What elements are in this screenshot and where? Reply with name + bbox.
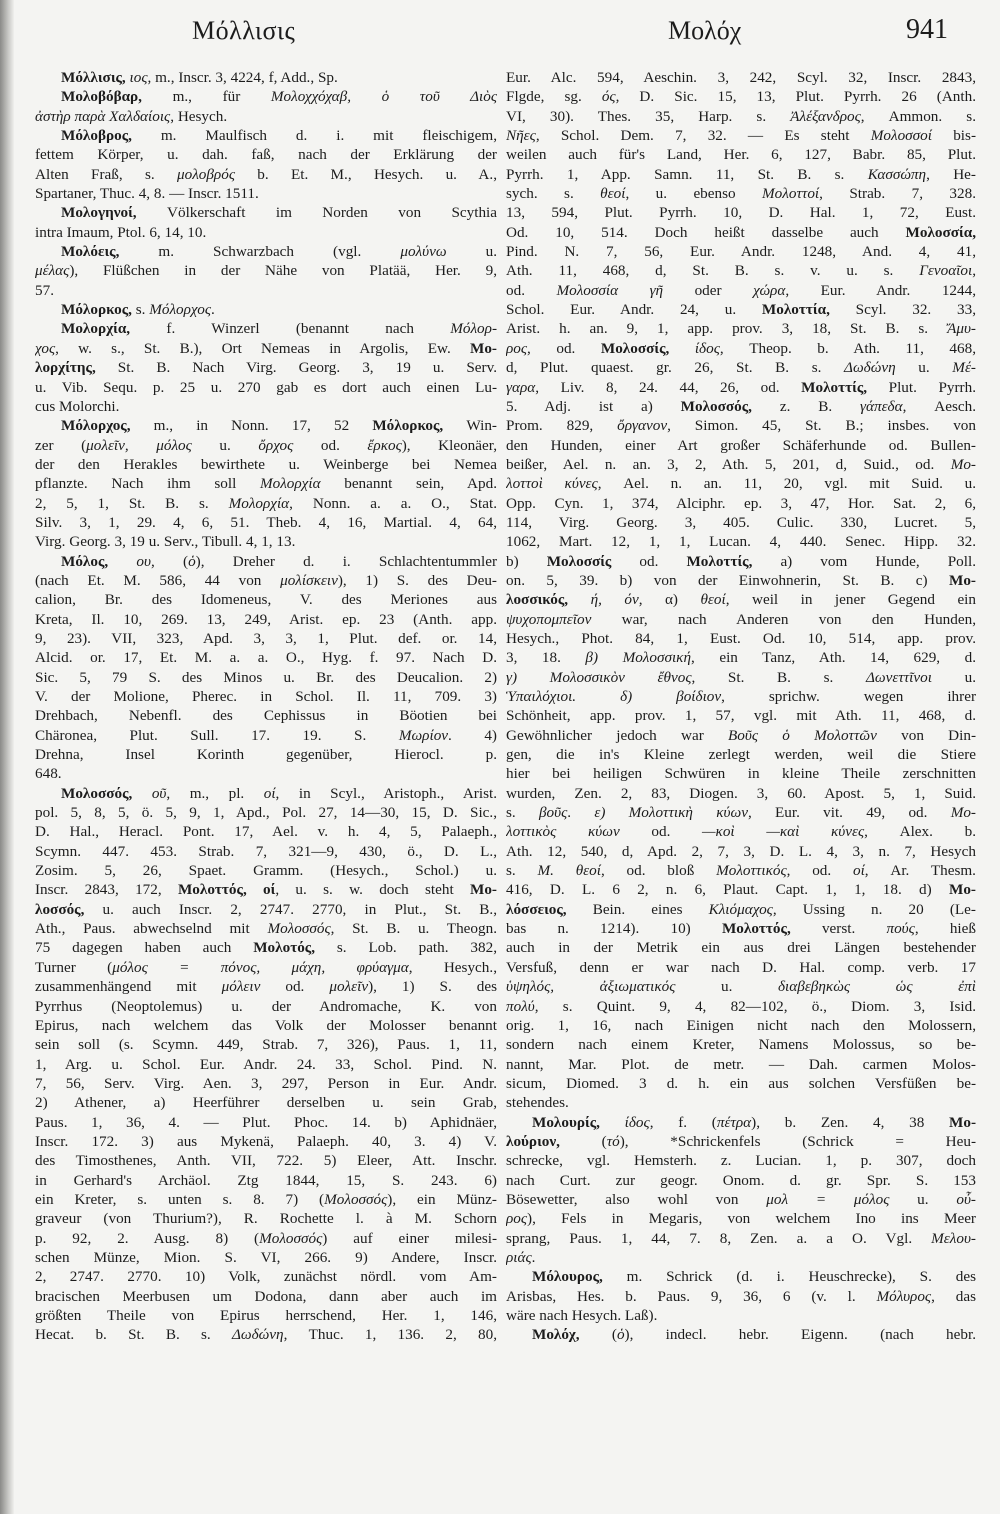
headword: λούριον,	[506, 1132, 560, 1150]
headword: λοσσικός,	[506, 591, 569, 609]
headword: Μολόεις,	[61, 243, 120, 261]
text-line: intra Imaum, Ptol. 6, 14, 10.	[35, 223, 207, 241]
text-line: Versfuß, denn er war nach D. Hal. comp. verb. 17	[506, 958, 976, 976]
text-line: ρος), Fels in Megaris, von welchem Ino ins Meer	[506, 1210, 976, 1228]
text-line: 416, D. L. 6 2, n. 6, Plaut. Capt. 1, 1, 18. d) Μο-	[506, 881, 976, 899]
greek-or-italic-term: μολύνω	[400, 243, 447, 261]
text-line: Turner (μόλος = πόνος, μάχη, φρύαγμα, Hesych.,	[35, 958, 497, 976]
right-column	[506, 68, 976, 1345]
greek-or-italic-term: ὁ	[188, 552, 196, 570]
text-line: zusammenhängend mit μόλειν od. μολεῖν), 1) S. des	[35, 978, 497, 996]
greek-or-italic-term: Μόλορχος	[149, 301, 212, 319]
text-line: p. 92, 2. Ausg. 8) (Μολοσσός) auf einer milesi-	[35, 1229, 497, 1247]
greek-or-italic-term: γάπεδα	[860, 397, 903, 415]
text-line: Eur. Alc. 594, Aeschin. 3, 242, Scyl. 32, Inscr. 2843,	[506, 69, 976, 86]
left-column	[35, 68, 497, 1345]
greek-or-italic-term: ρος	[506, 1210, 528, 1228]
text-line: V. der Molione, Pherec. in Schol. Il. 11, 709. 3)	[35, 688, 497, 705]
greek-or-italic-term: χώρα	[753, 281, 786, 299]
text-line: Pyrrh. 1, App. Samn. 11, St. B. s. Κασσώπη, He-	[506, 165, 976, 183]
greek-or-italic-term: μολοβρός	[176, 165, 235, 183]
text-line: Νῆες, Schol. Dem. 7, 32. — Es steht Μολοσσοί bis-	[506, 127, 976, 145]
text-line: des Timosthenes, Anth. VII, 722. 5) Eleer, Att. Inschr.	[35, 1152, 497, 1170]
headword: Μόλορκος,	[372, 417, 444, 435]
text-line: 114, Virg. Georg. 3, 405. Culic. 330, Lucret. 5,	[506, 513, 976, 531]
text-line: (nach Et. M. 586, 44 von μολίσκειν), 1) S. des Deu-	[35, 571, 497, 589]
text-line: 2) Athener, a) Heerführer derselben u. sein Grab,	[35, 1094, 497, 1112]
greek-or-italic-term: Ἀλέξανδρος	[790, 107, 861, 125]
text-line: d, Plut. quaest. gr. 26, St. B. s. Δωδώνη u. Μέ-	[506, 359, 976, 377]
text-line: Μολογηνοί, Völkerschaft im Norden von Scythia	[61, 204, 497, 222]
greek-or-italic-term: Ἄμυ-	[947, 320, 976, 338]
text-line: Μόλος, ου, (ὁ), Dreher d. i. Schlachtentummler	[61, 552, 497, 570]
text-line: größten Theile von Epirus herrschend, Her. 1, 146,	[35, 1307, 497, 1324]
text-line: pol. 5, 8, 5, ö. 5, 9, 1, Apd., Pol. 27, 14—30, 15, D. Sic.,	[35, 804, 497, 822]
text-line: Silv. 3, 1, 29. 4, 6, 51. Theb. 4, 16, Martial. 4, 64,	[35, 513, 497, 531]
greek-or-italic-term: Μολοσσός	[259, 1229, 323, 1247]
greek-or-italic-term: μέλας	[35, 262, 70, 280]
text-line: Μόλοβρος, m. Maulfisch d. i. mit fleischigem,	[61, 127, 497, 145]
text-line: od. Μολοσσία γῆ oder χώρα, Eur. Andr. 1244,	[506, 281, 976, 299]
text-line: Μόλορχος, m., in Nonn. 17, 52 Μόλορκος, Win-	[61, 417, 497, 435]
greek-or-italic-term: Μολοσσία γῆ	[556, 281, 664, 299]
text-line: 9, 23). VII, 323, Apd. 3, 3, 1, Plut. def. or. 14,	[35, 629, 497, 647]
text-line: der den Herakles bewirthete u. Weinberge bei Nemea	[35, 455, 497, 473]
greek-or-italic-term: Μολοττικός	[716, 862, 787, 880]
text-line: ἀστὴρ παρὰ Χαλδαίοις, Hesych.	[35, 107, 228, 125]
greek-or-italic-term: Μελου-	[931, 1229, 976, 1247]
greek-or-italic-term: Δωδώνη	[844, 359, 896, 377]
greek-or-italic-term: πούς	[886, 920, 915, 938]
text-line: fettem Körper, u. dah. faß, nach der Erklärung der	[35, 146, 497, 164]
text-line: Spartaner, Thuc. 4, 8. — Inscr. 1511.	[35, 185, 259, 203]
greek-or-italic-term: πολύ	[506, 997, 535, 1015]
text-line: graveur (von Thurium?), R. Rochette l. à M. Schorn	[35, 1210, 497, 1228]
text-line: Ath. 11, 468, d, St. B. s. v. u. s. Γενοαῖοι,	[506, 262, 976, 280]
headword: Μόλορχος,	[61, 417, 131, 435]
text-line: Schol. Eur. Andr. 24, u. Μολοττία, Scyl. 32. 33,	[506, 301, 976, 319]
text-line: 2, 5, 1, St. B. s. Μολορχία, Nonn. a. a. O., Stat.	[35, 494, 497, 512]
text-line: ὑψηλός, ἀξιωματικός u. διαβεβηκὼς ὡς ἐπὶ	[506, 978, 976, 996]
greek-or-italic-term: θεοί	[600, 185, 626, 203]
greek-or-italic-term: οὖ-	[956, 1190, 976, 1208]
text-line: 648.	[35, 765, 62, 783]
greek-or-italic-term: τό	[606, 1132, 620, 1150]
text-line: in Gerhard's Archäol. Ztg 1844, 15, S. 243. 6)	[35, 1171, 497, 1189]
greek-or-italic-term: βοῦς	[538, 804, 568, 822]
right-running-headword: Μολόχ	[668, 16, 742, 45]
text-line: Arist. h. an. 9, 1, app. prov. 3, 18, St. B. s. Ἄμυ-	[506, 320, 976, 338]
greek-or-italic-term: ἀστὴρ παρὰ Χαλδαίοις	[35, 107, 171, 125]
headword: λορχίτης,	[35, 359, 96, 377]
text-line: Pind. N. 7, 56, Eur. Andr. 1248, And. 4, 41,	[506, 243, 976, 261]
text-line: Bösewetter, also wohl von μολ = μόλος u. οὖ-	[506, 1190, 976, 1208]
text-line: s. M. θεοί, od. bloß Μολοττικός, od. οί, Ar. Thesm.	[506, 862, 976, 880]
greek-or-italic-term: χος	[35, 339, 56, 357]
greek-or-italic-term: Μολοσσός	[324, 1190, 388, 1208]
greek-or-italic-term: ός	[601, 88, 616, 106]
greek-or-italic-term: Μολορχία	[259, 475, 321, 493]
greek-or-italic-term: Μο-	[950, 455, 976, 473]
greek-or-italic-term: Γενοαῖοι	[919, 262, 973, 280]
text-line: u. Vib. Sequ. p. 25 u. 270 gab es dort auch einen Lu-	[35, 378, 497, 396]
text-line: Μόλορκος, s. Μόλορχος.	[61, 301, 215, 319]
text-line: Μολόχ, (ὁ), indecl. hebr. Eigenn. (nach hebr.	[532, 1326, 976, 1344]
text-line: Alcid. or. 17, Et. M. a. a. O., Hyg. f. 97. Nach D.	[35, 649, 497, 667]
text-line: sprang, Paus. 1, 44, 7. 8, Zen. a. a O. Vgl. Μελου-	[506, 1229, 976, 1247]
headword: Μολόχ,	[532, 1326, 580, 1344]
greek-or-italic-term: μολεῖν	[329, 978, 369, 996]
greek-or-italic-term: ὑψηλός, ἀξιωματικός	[506, 978, 676, 996]
text-line: Gewöhnlicher jedoch war Βοῦς ὁ Μολοττῶν von Din-	[506, 726, 976, 744]
text-line: Virg. Georg. 3, 19 u. Serv., Tibull. 4, 1, 13.	[35, 533, 296, 551]
text-line: Epirus, nach welchem das Volk der Molosser benannt	[35, 1016, 497, 1034]
text-line: orig. 1, 16, nach Einigen nicht nach den Molossern,	[506, 1016, 976, 1034]
text-line: VI, 30). Thes. 35, Harp. s. Ἀλέξανδρος, Ammon. s.	[506, 107, 976, 125]
text-line: μέλας), Flüßchen in der Nähe von Platää, Her. 9,	[35, 262, 497, 280]
headword: Μολοσσίς	[546, 552, 612, 570]
greek-or-italic-term: Μολοττοί	[762, 185, 820, 203]
text-line: Od. 10, 514. Doch heißt dasselbe auch Μολοσσία,	[506, 223, 976, 241]
greek-or-italic-term: γαρα	[506, 378, 536, 396]
greek-or-italic-term: λοττικὸς κύων	[506, 823, 620, 841]
headword: Μο-	[470, 881, 497, 899]
text-line: Arisbas, Hes. b. Paus. 9, 36, 6 (v. l. Μόλυρος, das	[506, 1287, 976, 1305]
greek-or-italic-term: ου	[136, 552, 151, 570]
greek-or-italic-term: πέτρα	[716, 1113, 752, 1131]
text-line: schrecke, vgl. Hemsterh. z. Lucian. 1, p. 307, doch	[506, 1152, 976, 1170]
text-line: ριάς.	[506, 1248, 536, 1266]
text-line: 2, 2747. 2770. 10) Volk, zunächst nördl. vom Am-	[35, 1268, 497, 1286]
headword: Μόλουρος,	[532, 1268, 603, 1286]
greek-or-italic-term: ὁ	[616, 1326, 625, 1344]
text-line: 1062, Mart. 12, 1, 1, Lucan. 4, 440. Senec. Hipp. 32.	[506, 533, 976, 551]
text-line: ein Kreter, s. unten s. 8. 7) (Μολοσσός), ein Münz-	[35, 1190, 497, 1208]
text-line: 3, 18. β) Μολοσσική, ein Tanz, Ath. 14, 629, d.	[506, 649, 976, 667]
text-line: Μολοσσός, οῦ, m., pl. οί, in Scyl., Aristoph., Arist.	[61, 784, 497, 802]
text-line: calion, Br. des Idomeneus, V. des Meriones aus	[35, 591, 497, 609]
greek-or-italic-term: μολίσκειν	[280, 571, 338, 589]
text-line: Inscr. 172. 3) aus Mykenä, Palaeph. 40, 3. 4) V.	[35, 1132, 497, 1150]
page-number: 941	[906, 14, 948, 45]
greek-or-italic-term: μόλειν	[221, 978, 261, 996]
greek-or-italic-term: ψυχοπομπεῖον	[506, 610, 592, 628]
greek-or-italic-term: Δωνεττῖνοι	[865, 668, 932, 686]
text-line: D. Hal., Heracl. Pont. 17, Ael. v. h. 4, 5, Palaeph.,	[35, 823, 497, 841]
left-running-headword: Μόλλισις	[192, 16, 296, 45]
text-line: Chäronea, Plut. Sull. 17. 19. S. Μωρίον. 4)	[35, 726, 497, 744]
text-line: auch in der Metrik ein aus drei Längen bestehender	[506, 939, 976, 957]
headword: Μο-	[949, 881, 976, 899]
text-line: Kreta, Il. 10, 269. 13, 249, Arist. ep. 23 (Anth. app.	[35, 610, 497, 628]
text-line: sondern nach einem Kreter, Namens Molossus, so be-	[506, 1036, 976, 1054]
text-line: s. βοῦς. ε) Μολοττικὴ κύων, Eur. vit. 49, od. Μο-	[506, 804, 976, 822]
greek-or-italic-term: Μωρίον	[398, 726, 449, 744]
text-line: 5. Adj. ist a) Μολοσσός, z. B. γάπεδα, Aesch.	[506, 397, 976, 415]
text-line: πολύ, s. Quint. 9, 4, 82—102, ö., Diom. 3, Isid.	[506, 997, 976, 1015]
text-line: nach Curt. zur geogr. Onom. d. gr. Spr. S. 153	[506, 1171, 976, 1189]
headword: Μολοττία,	[761, 301, 830, 319]
text-line: Sic. 5, 79 S. des Minos u. Br. des Deucalion. 2)	[35, 668, 497, 686]
text-line: Ath., Paus. abwechselnd mit Μολοσσός, St. B. u. Theogn.	[35, 920, 497, 938]
greek-or-italic-term: γ) Μολοσσικὸν ἔθνος	[506, 668, 692, 686]
text-line: Μόλλισις, ιος, m., Inscr. 3, 4224, f, Add., Sp.	[61, 69, 338, 86]
headword: Μολορχία,	[61, 320, 131, 338]
text-line: λοττοὶ κύνες, Ael. n. an. 11, 20, vgl. mit Suid. u.	[506, 475, 976, 493]
page-header	[0, 14, 1000, 54]
text-line: weilen auch für's Land, Her. 6, 127, Babr. 85, Plut.	[506, 146, 976, 164]
greek-or-italic-term: διαβεβηκὼς ὡς ἐπὶ	[778, 978, 976, 996]
text-line: schen Münze, Mion. S. VI, 266. 9) Andere, Inscr.	[35, 1248, 497, 1266]
greek-or-italic-term: ή, όν	[590, 591, 639, 609]
greek-or-italic-term: β) Μολοσσική	[585, 649, 692, 667]
greek-or-italic-term: οῦ	[151, 784, 167, 802]
greek-or-italic-term: Μέ-	[952, 359, 976, 377]
text-line: Μολόεις, m. Schwarzbach (vgl. μολύνω u.	[61, 243, 497, 261]
text-line: Hesych., Phot. 84, 1, Eust. Od. 10, 514, app. prov.	[506, 629, 976, 647]
text-line: Prom. 829, ὄργανον, Simon. 45, St. B.; insbes. von	[506, 417, 976, 435]
text-line: 7, 56, Serv. Virg. Aen. 3, 297, Person in Eur. Andr.	[35, 1074, 497, 1092]
text-line: 75 dagegen haben auch Μολοτός, s. Lob. path. 382,	[35, 939, 497, 957]
headword: Μολοττίς,	[801, 378, 868, 396]
greek-or-italic-term: ιος	[129, 69, 148, 86]
text-line: den Hunden, einer Art großer Schäferhunde od. Bullen-	[506, 436, 976, 454]
greek-or-italic-term: θεοί	[700, 591, 726, 609]
text-line: Μόλουρος, m. Schrick (d. i. Heuschrecke), S. des	[532, 1268, 976, 1286]
text-line: bas n. 1214). 10) Μολοττός, verst. πούς, hieß	[506, 920, 976, 938]
greek-or-italic-term: ὄργανον	[617, 417, 668, 435]
text-line: Schönheit, app. prov. 1, 57, vgl. mit Ath. 11, 468, d.	[506, 707, 976, 725]
headword: Μο-	[949, 571, 976, 589]
headword: Μολοσσίς,	[600, 339, 670, 357]
headword: Μόλοβρος,	[61, 127, 132, 145]
headword: Μολοσσός,	[61, 784, 133, 802]
greek-or-italic-term: ρος	[506, 339, 528, 357]
text-line: ψυχοπομπεῖον war, nach Anderen von den Hunden,	[506, 610, 976, 628]
greek-or-italic-term: Δωδώνη	[231, 1326, 284, 1344]
text-line: Pyrrhus (Neoptolemus) u. der Andromache, K. von	[35, 997, 497, 1015]
text-line: Μολουρίς, ίδος, f. (πέτρα), b. Zen. 4, 38 Μο-	[532, 1113, 976, 1131]
text-line: sein soll (s. Scymn. 449, Strab. 7, 326), Paus. 1, 11,	[35, 1036, 497, 1054]
text-line: sicum, Diomed. 3 d. h. ein aus solchen Versfüßen be-	[506, 1074, 976, 1092]
text-line: γαρα, Liv. 8, 24. 44, 26, od. Μολοττίς, Plut. Pyrrh.	[506, 378, 976, 396]
text-line: λοσσικός, ή, όν, α) θεοί, weil in jener Gegend ein	[506, 591, 976, 609]
greek-or-italic-term: Μόλυρος	[876, 1287, 932, 1305]
greek-or-italic-term: Μόλορ-	[450, 320, 497, 338]
greek-or-italic-term: Κλιόμαχος	[708, 900, 773, 918]
text-line: Μολορχία, f. Winzerl (benannt nach Μόλορ-	[61, 320, 497, 338]
text-line: pflanzte. Nach ihm soll Μολορχία benannt sein, Apd.	[35, 475, 497, 493]
greek-or-italic-term: ίδος	[624, 1113, 650, 1131]
greek-or-italic-term: Νῆες	[506, 127, 536, 145]
text-line: γ) Μολοσσικὸν ἔθνος, St. B. s. Δωνεττῖνοι u.	[506, 668, 976, 686]
text-line: cus Molorchi.	[35, 397, 120, 415]
text-line: beißer, Ael. n. an. 3, 2, Ath. 5, 201, d, Suid., od. Μο-	[506, 455, 976, 473]
greek-or-italic-term: ἔρκος	[367, 436, 402, 454]
headword: Μολοττίς,	[686, 552, 753, 570]
text-line: Opp. Cyn. 1, 374, Alciphr. ep. 3, 47, Hor. Sat. 2, 6,	[506, 494, 976, 512]
text-line: 13, 594, Plut. Pyrrh. 10, D. Hal. 1, 72, Eust.	[506, 204, 976, 222]
text-line: Ath. 12, 540, d, Apd. 2, 7, 3, D. L. 4, 3, n. 7, Hesych	[506, 842, 976, 860]
headword: Μολογηνοί,	[61, 204, 137, 222]
headword: Μολοσσία,	[905, 223, 976, 241]
text-line: ρος, od. Μολοσσίς, ίδος, Theop. b. Ath. 11, 468,	[506, 339, 976, 357]
headword: Μολοσσός,	[680, 397, 752, 415]
text-line: 57.	[35, 281, 54, 299]
text-line: Paus. 1, 36, 4. — Plut. Phoc. 14. b) Aphidnäer,	[35, 1113, 497, 1131]
headword: Μόλος,	[61, 552, 109, 570]
text-line: Μολοβόβαρ, m., für Μολοχχόχαβ, ὁ τοῦ Διὸς	[61, 88, 497, 106]
text-line: Drehna, Insel Korinth gegenüber, Hierocl. p.	[35, 746, 497, 764]
greek-or-italic-term: Μολορχία	[228, 494, 290, 512]
greek-or-italic-term: ριάς	[506, 1248, 532, 1266]
greek-or-italic-term: Κασσώπη	[867, 165, 927, 183]
greek-or-italic-term: M. θεοί	[537, 862, 601, 880]
headword: Μο-	[949, 1113, 976, 1131]
text-line: Alten Fraß, s. μολοβρός b. Et. M., Hesych. u. A.,	[35, 165, 497, 183]
text-line: λούριον, (τό), *Schrickenfels (Schrick = Heu-	[506, 1132, 976, 1150]
headword: Μολοτός,	[253, 939, 315, 957]
text-line: zer (μολεῖν, μόλος u. ὄρχος od. ἔρκος), Kleonäer,	[35, 436, 497, 454]
text-line: gen, die in's Kleine zerlegt werden, weil die Stiere	[506, 746, 976, 764]
headword: Μολοττός,	[721, 920, 791, 938]
text-line: Ὑπαιλόχιοι. δ) βοίδιον, sprichw. wegen ihrer	[506, 688, 976, 705]
text-line: χος, w. s., St. B.), Ort Nemeas in Argolis, Ew. Μο-	[35, 339, 497, 357]
text-line: Drehbach, Nebenfl. des Cephissus in Böotien bei	[35, 707, 497, 725]
headword: Μολουρίς,	[532, 1113, 600, 1131]
headword: Μολοττός, οί	[177, 881, 276, 899]
greek-or-italic-term: Μολοσσός	[267, 920, 331, 938]
text-line: Inscr. 2843, 172, Μολοττός, οί, u. s. w. doch steht Μο-	[35, 881, 497, 899]
greek-or-italic-term: λοττοὶ κύνες	[506, 475, 598, 493]
text-line: Zosim. 5, 26, Spaet. Gramm. (Hesych., Schol.) u.	[35, 862, 497, 880]
text-line: λοσσός, u. auch Inscr. 2, 2747. 2770, in Plut., St. B.,	[35, 900, 497, 918]
greek-or-italic-term: —κοὶ —καὶ κύνες	[702, 823, 865, 841]
text-line: b) Μολοσσίς od. Μολοττίς, a) vom Hunde, Poll.	[506, 552, 976, 570]
text-line: Hecat. b. St. B. s. Δωδώνη, Thuc. 1, 136. 2, 80,	[35, 1326, 497, 1344]
headword: Μο-	[470, 339, 497, 357]
greek-or-italic-term: μολεῖν, μόλος	[86, 436, 192, 454]
greek-or-italic-term: ε) Μολοττικὴ κύων	[594, 804, 748, 822]
text-line: on. 5, 39. b) von der Einwohnerin, St. B. c) Μο-	[506, 571, 976, 589]
greek-or-italic-term: οί	[263, 784, 276, 802]
headword: λόσσειος,	[506, 900, 567, 918]
text-line: nannt, Mar. Plot. de metr. — Dah. carmen Molos-	[506, 1055, 976, 1073]
text-line: λορχίτης, St. B. Nach Virg. Georg. 3, 19 u. Serv.	[35, 359, 497, 377]
greek-or-italic-term: Ὑπαιλόχιοι. δ) βοίδιον	[506, 688, 722, 705]
text-line: wäre nach Hesych. Laß).	[506, 1307, 658, 1324]
text-line: sych. s. θεοί, u. ebenso Μολοττοί, Strab. 7, 328.	[506, 185, 976, 203]
text-line: 1, Arg. u. Schol. Eur. Andr. 24. 33, Schol. Pind. N.	[35, 1055, 497, 1073]
greek-or-italic-term: ὄρχος	[258, 436, 294, 454]
headword: Μόλορκος,	[61, 301, 132, 319]
greek-or-italic-term: Βοῦς ὁ Μολοττῶν	[728, 726, 877, 744]
greek-or-italic-term: μολ = μόλος	[766, 1190, 890, 1208]
greek-or-italic-term: ίδος	[694, 339, 720, 357]
text-line: λόσσειος, Bein. eines Κλιόμαχος, Ussing n. 20 (Le-	[506, 900, 976, 918]
page-binding-shadow	[0, 0, 14, 1514]
text-line: λοττικὸς κύων od. —κοὶ —καὶ κύνες, Alex. b.	[506, 823, 976, 841]
greek-or-italic-term: οί	[852, 862, 865, 880]
headword: Μολοβόβαρ,	[61, 88, 142, 106]
greek-or-italic-term: μόλος = πόνος, μάχη, φρύαγμα	[112, 958, 409, 976]
greek-or-italic-term: Μολοχχόχαβ, ὁ τοῦ Διὸς	[270, 88, 497, 106]
headword: λοσσός,	[35, 900, 85, 918]
text-line: Scymn. 447. 453. Strab. 7, 321—9, 430, ö., D. L.,	[35, 842, 497, 860]
text-line: bracischen Meerbusen um Dodona, dann aber auch im	[35, 1287, 497, 1305]
greek-or-italic-term: Μολοσσοί	[870, 127, 932, 145]
text-line: hier bei heiligen Schwüren in kleine Theile zerschnitten	[506, 765, 976, 783]
text-line: wurden, Zen. 2, 83, Diogen. 3, 60. Apost. 5, 1, Suid.	[506, 784, 976, 802]
greek-or-italic-term: Μο-	[950, 804, 976, 822]
text-line: stehendes.	[506, 1094, 569, 1112]
headword: Μόλλισις,	[61, 69, 126, 86]
text-line: Flgde, sg. ός, D. Sic. 15, 13, Plut. Pyrrh. 26 (Anth.	[506, 88, 976, 106]
